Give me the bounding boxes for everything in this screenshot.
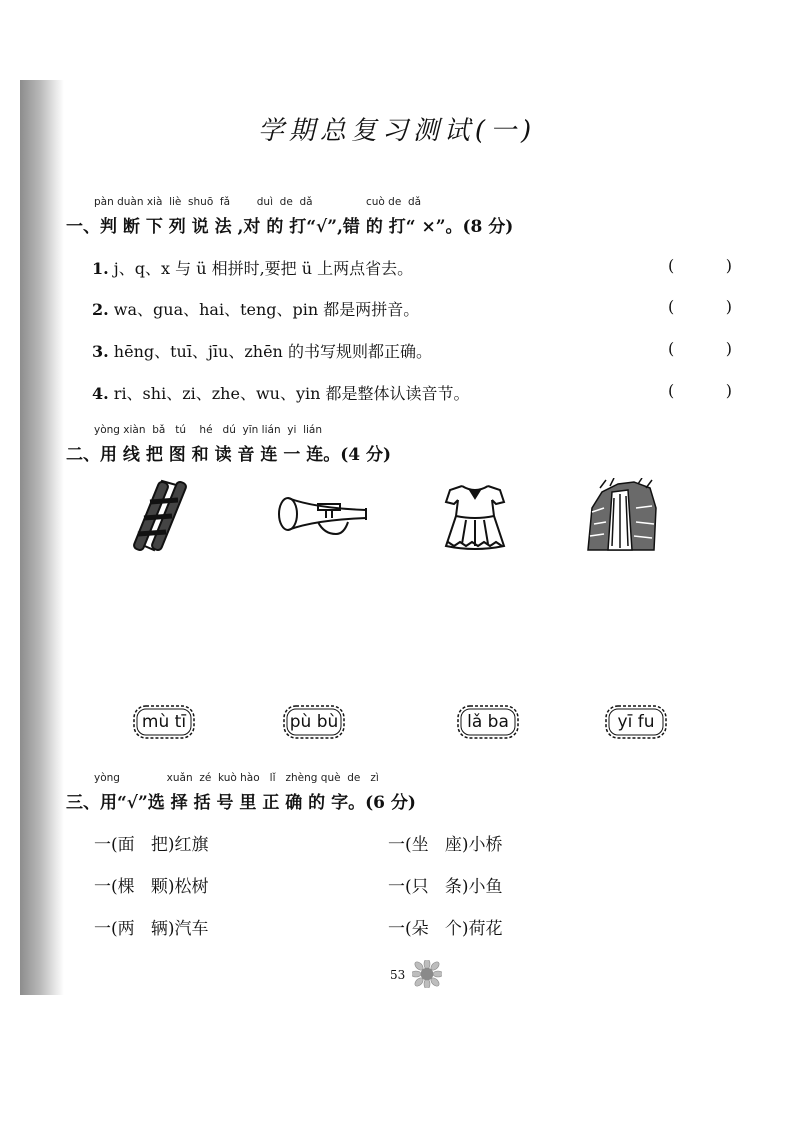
section3-heading: 三、用“√”选 择 括 号 里 正 确 的 字。(6 分) xyxy=(66,793,416,813)
section1-pinyin: pàn duàn xià liè shuō fǎ duì de dǎ cuò de dǎ xyxy=(94,196,422,208)
page-side-shadow xyxy=(20,80,64,995)
section1-heading: 一、判 断 下 列 说 法 ,对 的 打“√”,错 的 打“ ×”。(8 分) xyxy=(66,217,514,237)
section2-heading: 二、用 线 把 图 和 读 音 连 一 连。(4 分) xyxy=(66,445,392,465)
choice-item[interactable]: 一(坐 座)小桥 xyxy=(388,835,503,855)
syllable-text: pù bù xyxy=(289,712,339,732)
section2-pinyin: yòng xiàn bǎ tú hé dú yīn lián yi lián xyxy=(94,424,323,436)
choice-item[interactable]: 一(两 辆)汽车 xyxy=(94,919,209,939)
question-4 xyxy=(92,381,470,404)
paren-open: ( xyxy=(668,339,675,358)
syllable-box-yi-fu[interactable] xyxy=(600,702,672,742)
question-number: 2. xyxy=(92,300,109,319)
question-number: 1. xyxy=(92,259,109,278)
dress-icon[interactable] xyxy=(440,480,510,552)
syllable-text: yī fu xyxy=(617,712,655,732)
waterfall-icon[interactable] xyxy=(582,478,660,552)
page-number: 53 xyxy=(390,968,406,982)
question-2 xyxy=(92,297,419,320)
paren-close: ) xyxy=(725,297,732,316)
choice-item[interactable]: 一(棵 颗)松树 xyxy=(94,877,209,897)
answer-blank-2[interactable] xyxy=(668,297,732,316)
sunflower-icon xyxy=(412,960,442,988)
question-number: 4. xyxy=(92,384,109,403)
answer-blank-1[interactable] xyxy=(668,256,732,275)
question-text: hēng、tuī、jīu、zhēn 的书写规则都正确。 xyxy=(108,342,432,361)
syllable-box-mu-ti[interactable] xyxy=(128,702,200,742)
trumpet-icon[interactable] xyxy=(274,490,370,540)
paren-open: ( xyxy=(668,256,675,275)
question-text: wa、gua、hai、teng、pin 都是两拼音。 xyxy=(108,300,420,319)
answer-blank-4[interactable] xyxy=(668,381,732,400)
syllable-text: lǎ ba xyxy=(467,712,509,732)
paren-close: ) xyxy=(725,256,732,275)
question-number: 3. xyxy=(92,342,109,361)
syllable-box-la-ba[interactable] xyxy=(452,702,524,742)
choice-item[interactable]: 一(面 把)红旗 xyxy=(94,835,209,855)
question-text: ri、shi、zi、zhe、wu、yin 都是整体认读音节。 xyxy=(108,384,470,403)
ladder-icon[interactable] xyxy=(132,478,192,553)
question-3 xyxy=(92,339,432,362)
syllable-text: mù tī xyxy=(141,712,187,732)
page-title: 学期总复习测试(一) xyxy=(257,116,537,146)
choice-item[interactable]: 一(朵 个)荷花 xyxy=(388,919,503,939)
question-1 xyxy=(92,256,413,279)
choice-item[interactable]: 一(只 条)小鱼 xyxy=(388,877,503,897)
question-text: j、q、x 与 ü 相拼时,要把 ü 上两点省去。 xyxy=(108,259,414,278)
syllable-box-pu-bu[interactable] xyxy=(278,702,350,742)
answer-blank-3[interactable] xyxy=(668,339,732,358)
section3-pinyin: yòng xuǎn zé kuò hào lǐ zhèng què de zì xyxy=(94,772,379,784)
paren-open: ( xyxy=(668,297,675,316)
paren-close: ) xyxy=(725,339,732,358)
paren-open: ( xyxy=(668,381,675,400)
paren-close: ) xyxy=(725,381,732,400)
